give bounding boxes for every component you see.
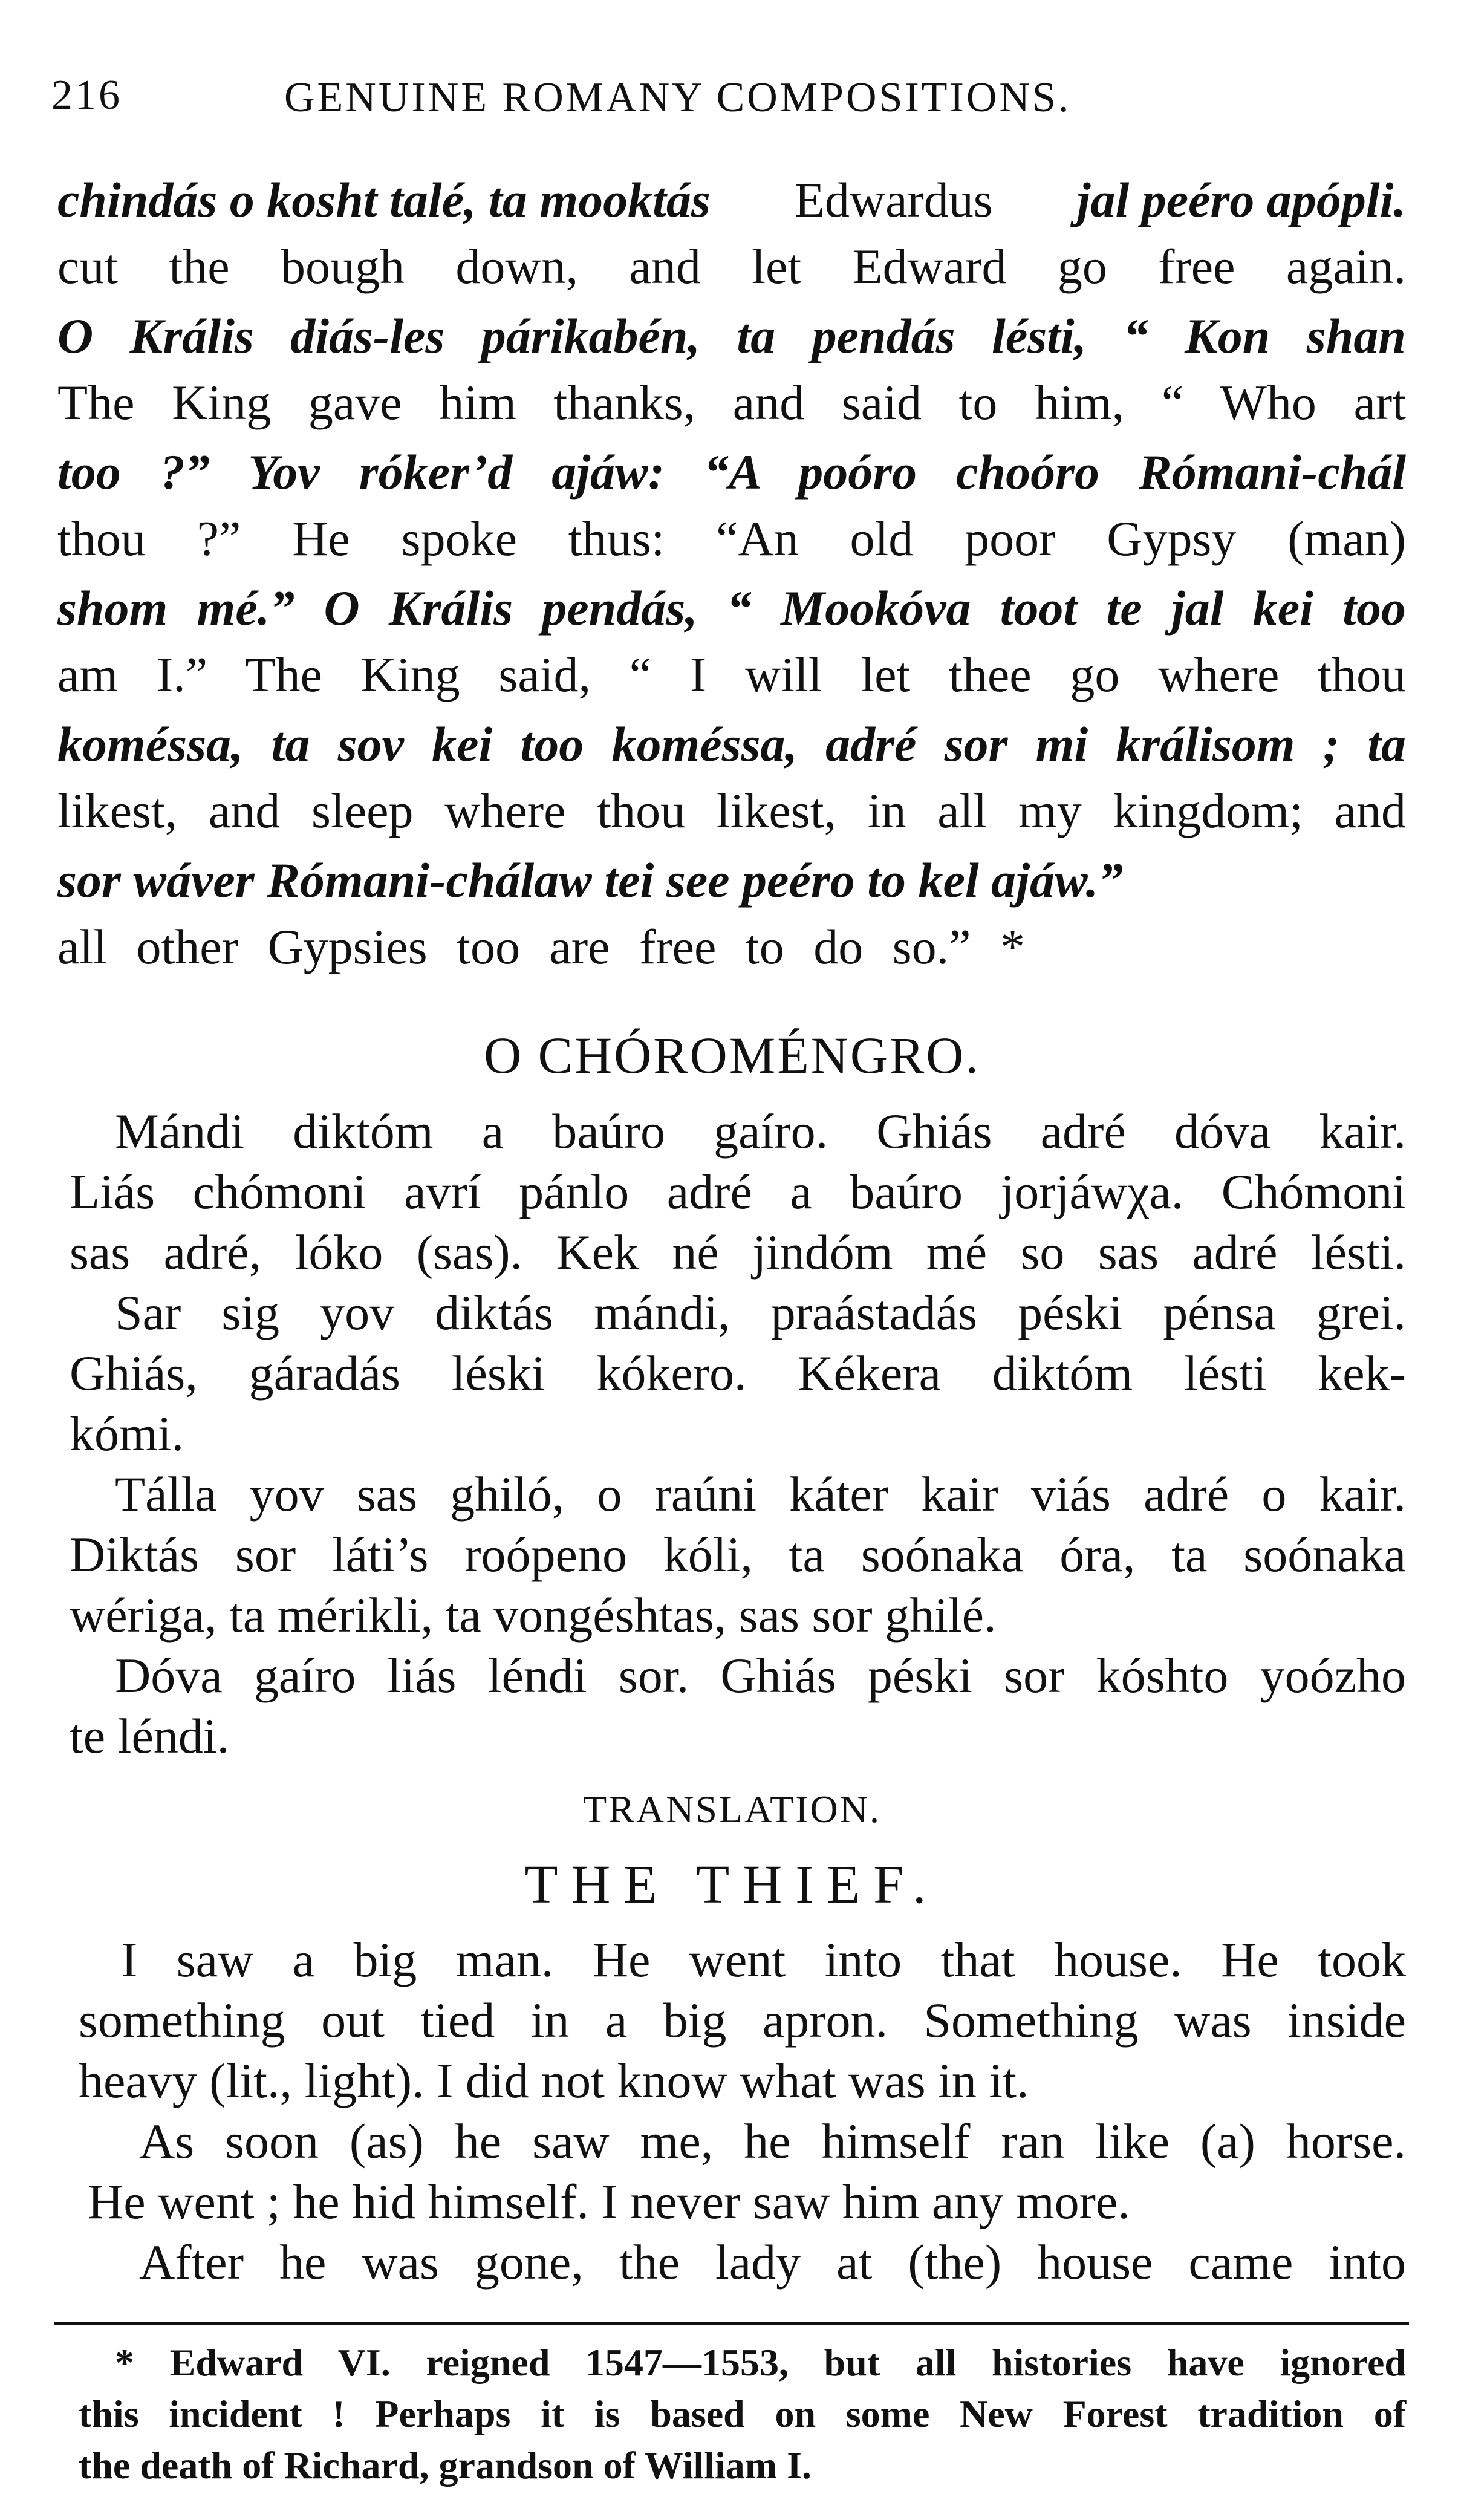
english-line: thou ?” He spoke thus: “An old poor Gypsy (man) bbox=[57, 511, 1406, 566]
paragraph-line: sas adré, lóko (sas). Kek né jindóm mé so sas adré lésti. bbox=[70, 1225, 1406, 1280]
paragraph-line: heavy (lit., light). I did not know what was in it. bbox=[79, 2053, 1029, 2108]
romany-line bbox=[57, 172, 1406, 227]
romany-line: sor wáver Rómani-chálaw tei see peéro to kel ajáw.” bbox=[57, 853, 1124, 908]
paragraph-line: Sar sig yov diktás mándi, praástadás péski pénsa grei. bbox=[115, 1285, 1406, 1340]
paragraph-line: He went ; he hid himself. I never saw him any more. bbox=[88, 2174, 1130, 2229]
footnote-line: * Edward VI. reigned 1547—1553, but all histories have ignored bbox=[115, 2341, 1406, 2384]
paragraph-line: I saw a big man. He went into that house. He took bbox=[121, 1932, 1406, 1987]
paragraph-line: something out tied in a big apron. Something was inside bbox=[79, 1993, 1406, 2048]
footnote-line: the death of Richard, grandson of William I. bbox=[79, 2444, 812, 2487]
section-title: O CHÓROMÉNGRO. bbox=[484, 1026, 980, 1084]
translation-title: THE THIEF. bbox=[524, 1855, 940, 1915]
paragraph-line: Mándi diktóm a baúro gaíro. Ghiás adré dóva kair. bbox=[115, 1104, 1406, 1159]
romany-text: jal peéro apópli. bbox=[1076, 172, 1406, 227]
paragraph-line: wériga, ta mérikli, ta vongéshtas, sas sor ghilé. bbox=[70, 1587, 997, 1643]
paragraph-line: kómi. bbox=[70, 1406, 184, 1461]
paragraph-line: After he was gone, the lady at (the) house came into bbox=[139, 2235, 1406, 2290]
romany-line: O Krális diás-les párikabén, ta pendás lésti, “ Kon shan bbox=[57, 308, 1406, 363]
paragraph-line: Ghiás, gáradás léski kókero. Kékera diktóm lésti kek- bbox=[70, 1346, 1406, 1401]
english-line: likest, and sleep where thou likest, in all my kingdom; and bbox=[57, 783, 1406, 838]
paragraph-line: As soon (as) he saw me, he himself ran like (a) horse. bbox=[139, 2114, 1406, 2169]
footnote-rule bbox=[54, 2322, 1409, 2325]
footnote-line: this incident ! Perhaps it is based on some New Forest tradition of bbox=[79, 2392, 1406, 2435]
running-title: GENUINE ROMANY COMPOSITIONS. bbox=[284, 74, 1072, 121]
english-line: The King gave him thanks, and said to him, “ Who art bbox=[57, 375, 1406, 430]
paragraph-line: Diktás sor láti’s roópeno kóli, ta soónaka óra, ta soónaka bbox=[70, 1527, 1406, 1582]
english-line: cut the bough down, and let Edward go free again. bbox=[57, 239, 1406, 294]
translation-label: TRANSLATION. bbox=[583, 1788, 881, 1831]
paragraph-line: te léndi. bbox=[70, 1708, 230, 1763]
page-number: 216 bbox=[51, 72, 122, 119]
english-line: am I.” The King said, “ I will let thee go where thou bbox=[57, 647, 1406, 702]
paragraph-line: Dóva gaíro liás léndi sor. Ghiás péski sor kóshto yoózho bbox=[115, 1648, 1406, 1703]
paragraph-line: Tálla yov sas ghiló, o raúni káter kair viás adré o kair. bbox=[115, 1467, 1406, 1522]
romany-line: koméssa, ta sov kei too koméssa, adré sor mi králisom ; ta bbox=[57, 717, 1406, 772]
romany-text: chindás o kosht talé, ta mooktás bbox=[57, 172, 711, 227]
paragraph-line: Liás chómoni avrí pánlo adré a baúro jorjáwχa. Chómoni bbox=[70, 1164, 1406, 1219]
romany-line: shom mé.” O Krális pendás, “ Mookóva toot te jal kei too bbox=[57, 581, 1406, 636]
romany-name: Edwardus bbox=[794, 172, 993, 227]
romany-line: too ?” Yov róker’d ajáw: “A poóro choóro Rómani-chál bbox=[57, 444, 1406, 500]
english-line: all other Gypsies too are free to do so.” * bbox=[57, 919, 1026, 974]
